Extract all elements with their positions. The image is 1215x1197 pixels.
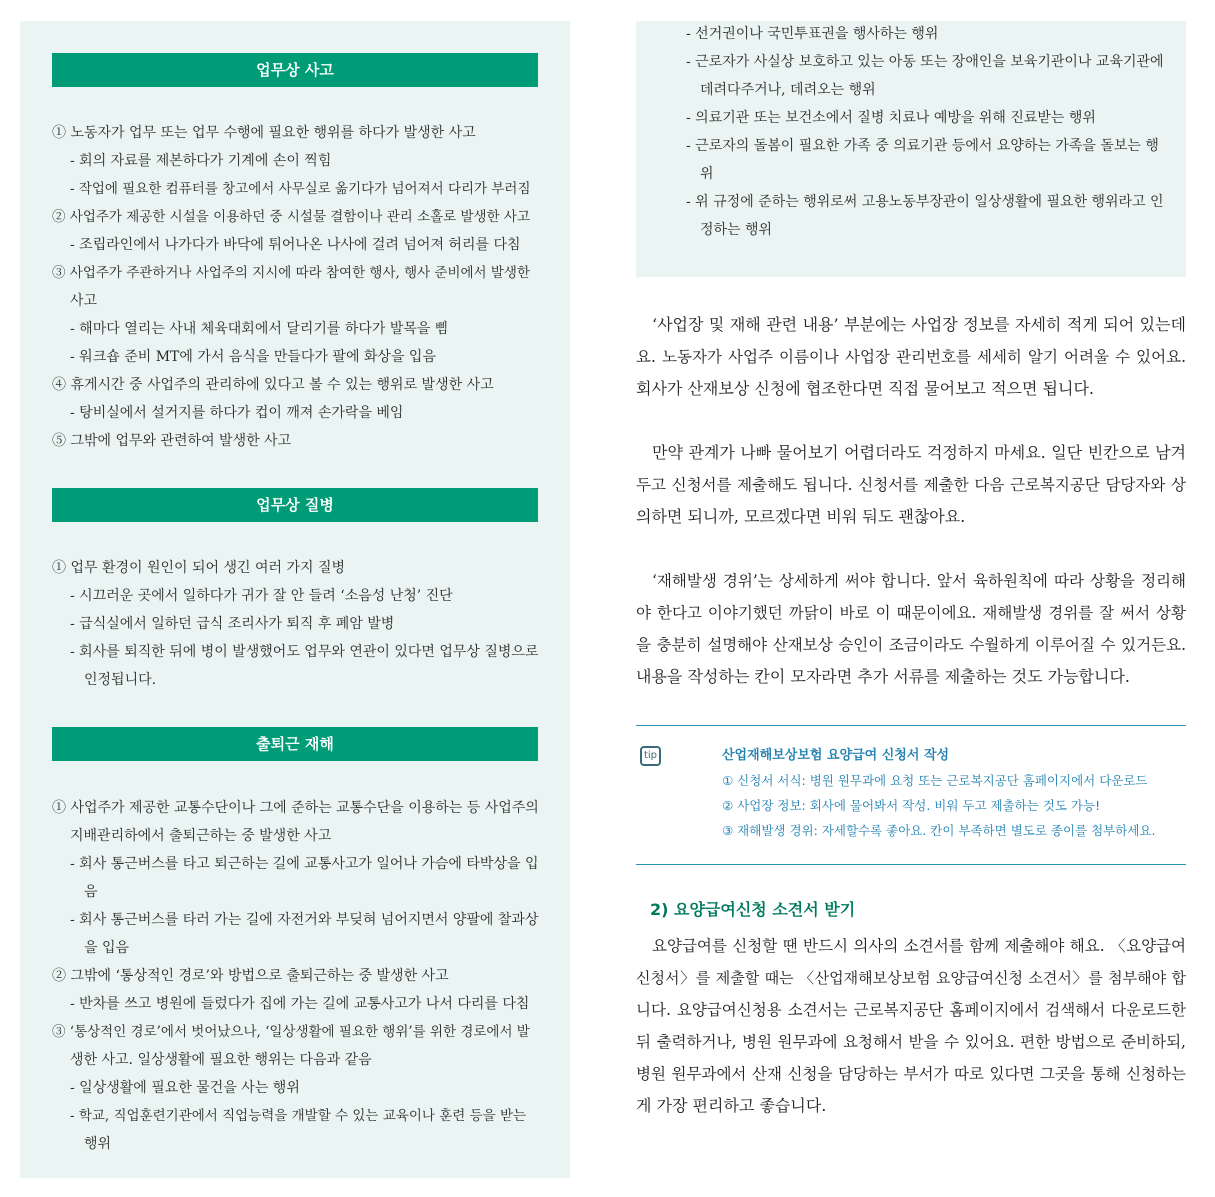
body-paragraph-line: 요. 노동자가 사업주 이름이나 사업장 관리번호를 세세히 알기 어려울 수 있어요.	[636, 348, 1186, 366]
list-item: - 회사를 퇴직한 뒤에 병이 발생했어도 업무와 연관이 있다면 업무상 질병으로	[70, 644, 539, 660]
body-paragraph-line: 병원 원무과에서 산재 신청을 담당하는 부서가 따로 있다면 그곳을 통해 신청하는	[636, 1065, 1186, 1083]
list-item: - 위 규정에 준하는 행위로써 고용노동부장관이 일상생활에 필요한 행위라고 인	[686, 194, 1164, 210]
list-item: - 탕비실에서 설거지를 하다가 컵이 깨져 손가락을 베임	[70, 405, 404, 421]
list-item: 지배관리하에서 출퇴근하는 중 발생한 사고	[70, 828, 332, 844]
tip-item: ② 사업장 정보: 회사에 물어봐서 작성. 비워 두고 제출하는 것도 가능!	[722, 798, 1101, 813]
body-paragraph-line: 내용을 작성하는 칸이 모자라면 추가 서류를 제출하는 것도 가능합니다.	[636, 667, 1130, 686]
list-item: ③ 사업주가 주관하거나 사업주의 지시에 따라 참여한 행사, 행사 준비에서 발생한	[52, 265, 531, 281]
list-item: - 학교, 직업훈련기관에서 직업능력을 개발할 수 있는 교육이나 훈련 등을 받는	[70, 1108, 527, 1124]
list-item: ① 업무 환경이 원인이 되어 생긴 여러 가지 질병	[52, 560, 346, 576]
section-header-work-accident: 업무상 사고	[52, 53, 538, 87]
list-item: 위	[700, 166, 714, 182]
list-item: - 해마다 열리는 사내 체육대회에서 달리기를 하다가 발목을 삠	[70, 321, 449, 337]
body-paragraph-line: 요양급여를 신청할 땐 반드시 의사의 소견서를 함께 제출해야 해요. 〈요양급여	[652, 937, 1186, 955]
body-paragraph-line: 뒤 출력하거나, 병원 원무과에 요청해서 받을 수 있어요. 편한 방법으로 준비하되,	[636, 1033, 1186, 1051]
tip-top-rule	[636, 725, 1186, 726]
list-item: - 시끄러운 곳에서 일하다가 귀가 잘 안 들려 ‘소음성 난청’ 진단	[70, 588, 453, 604]
list-item: - 근로자의 돌봄이 필요한 가족 중 의료기관 등에서 요양하는 가족을 돌보는 행	[686, 138, 1159, 154]
body-paragraph-line: ‘재해발생 경위’는 상세하게 써야 합니다. 앞서 육하원칙에 따라 상황을 정리해	[652, 572, 1186, 590]
body-paragraph-line: 의하면 되니까, 모르겠다면 비워 둬도 괜찮아요.	[636, 507, 966, 526]
list-item: - 작업에 필요한 컴퓨터를 창고에서 사무실로 옮기다가 넘어져서 다리가 부러짐	[70, 181, 531, 197]
tip-bottom-rule	[636, 864, 1186, 865]
list-item: ① 사업주가 제공한 교통수단이나 그에 준하는 교통수단을 이용하는 등 사업주의	[52, 800, 539, 816]
list-item: - 회의 자료를 제본하다가 기계에 손이 찍힘	[70, 153, 332, 169]
body-paragraph-line: 야 한다고 이야기했던 까닭이 바로 이 때문이에요. 재해발생 경위를 잘 써서 상황	[636, 604, 1186, 622]
body-paragraph-line: 회사가 산재보상 신청에 협조한다면 직접 물어보고 적으면 됩니다.	[636, 379, 1095, 398]
list-item: - 회사 통근버스를 타러 가는 길에 자전거와 부딪혀 넘어지면서 양팔에 찰과상	[70, 912, 539, 928]
list-item: ② 그밖에 ‘통상적인 경로’와 방법으로 출퇴근하는 중 발생한 사고	[52, 968, 449, 984]
list-item: ③ ‘통상적인 경로’에서 벗어났으나, ‘일상생활에 필요한 행위’를 위한 경로에서 발	[52, 1024, 530, 1040]
list-item: - 회사 통근버스를 타고 퇴근하는 길에 교통사고가 일어나 가슴에 타박상을 입	[70, 856, 539, 872]
tip-title: 산업재해보상보험 요양급여 신청서 작성	[722, 748, 950, 763]
list-item: 인정됩니다.	[84, 672, 157, 688]
list-item: - 선거권이나 국민투표권을 행사하는 행위	[686, 26, 939, 42]
list-item: 행위	[84, 1136, 112, 1152]
section-heading: 2) 요양급여신청 소견서 받기	[650, 900, 856, 919]
list-item: - 조립라인에서 나가다가 바닥에 튀어나온 나사에 걸려 넘어져 허리를 다침	[70, 237, 521, 253]
tip-item: ③ 재해발생 경위: 자세할수록 좋아요. 칸이 부족하면 별도로 종이를 첨부하세요.	[722, 823, 1156, 838]
list-item: ④ 휴게시간 중 사업주의 관리하에 있다고 볼 수 있는 행위로 발생한 사고	[52, 377, 494, 393]
body-paragraph-line: 을 충분히 설명해야 산재보상 승인이 조금이라도 수월하게 이루어질 수 있거든요.	[636, 636, 1186, 654]
body-paragraph-line: 게 가장 편리하고 좋습니다.	[636, 1096, 827, 1115]
section-header-commute-accident: 출퇴근 재해	[52, 727, 538, 761]
list-item: ② 사업주가 제공한 시설을 이용하던 중 시설물 결함이나 관리 소홀로 발생한 사고	[52, 209, 531, 225]
section-header-work-disease: 업무상 질병	[52, 488, 538, 522]
list-item: - 의료기관 또는 보건소에서 질병 치료나 예방을 위해 진료받는 행위	[686, 110, 1096, 126]
list-item: - 워크숍 준비 MT에 가서 음식을 만들다가 팔에 화상을 입음	[70, 349, 436, 365]
tip-icon: tip	[640, 746, 661, 766]
list-item: 정하는 행위	[700, 222, 773, 238]
list-item: 사고	[70, 293, 98, 309]
list-item: - 일상생활에 필요한 물건을 사는 행위	[70, 1080, 300, 1096]
list-item: 생한 사고. 일상생활에 필요한 행위는 다음과 같음	[70, 1052, 372, 1068]
list-item: 을 입음	[84, 940, 130, 956]
body-paragraph-line: 신청서〉를 제출할 때는 〈산업재해보상보험 요양급여신청 소견서〉를 첨부해야 합	[636, 969, 1186, 987]
body-paragraph-line: 니다. 요양급여신청용 소견서는 근로복지공단 홈페이지에서 검색해서 다운로드한	[636, 1001, 1186, 1019]
body-paragraph-line: 두고 신청서를 제출해도 됩니다. 신청서를 제출한 다음 근로복지공단 담당자와 상	[636, 476, 1186, 494]
list-item: ⑤ 그밖에 업무와 관련하여 발생한 사고	[52, 433, 292, 449]
list-item: - 반차를 쓰고 병원에 들렀다가 집에 가는 길에 교통사고가 나서 다리를 다침	[70, 996, 530, 1012]
list-item: - 근로자가 사실상 보호하고 있는 아동 또는 장애인을 보육기관이나 교육기관에	[686, 54, 1164, 70]
list-item: 음	[84, 884, 98, 900]
body-paragraph-line: 만약 관계가 나빠 물어보기 어렵더라도 걱정하지 마세요. 일단 빈칸으로 남겨	[652, 443, 1186, 462]
list-item: ① 노동자가 업무 또는 업무 수행에 필요한 행위를 하다가 발생한 사고	[52, 125, 476, 141]
body-paragraph-line: ‘사업장 및 재해 관련 내용’ 부분에는 사업장 정보를 자세히 적게 되어 있는데	[652, 315, 1186, 334]
list-item: - 급식실에서 일하던 급식 조리사가 퇴직 후 폐암 발병	[70, 616, 395, 632]
list-item: 데려다주거나, 데려오는 행위	[700, 82, 876, 98]
tip-item: ① 신청서 서식: 병원 원무과에 요청 또는 근로복지공단 홈페이지에서 다운로드	[722, 773, 1148, 788]
